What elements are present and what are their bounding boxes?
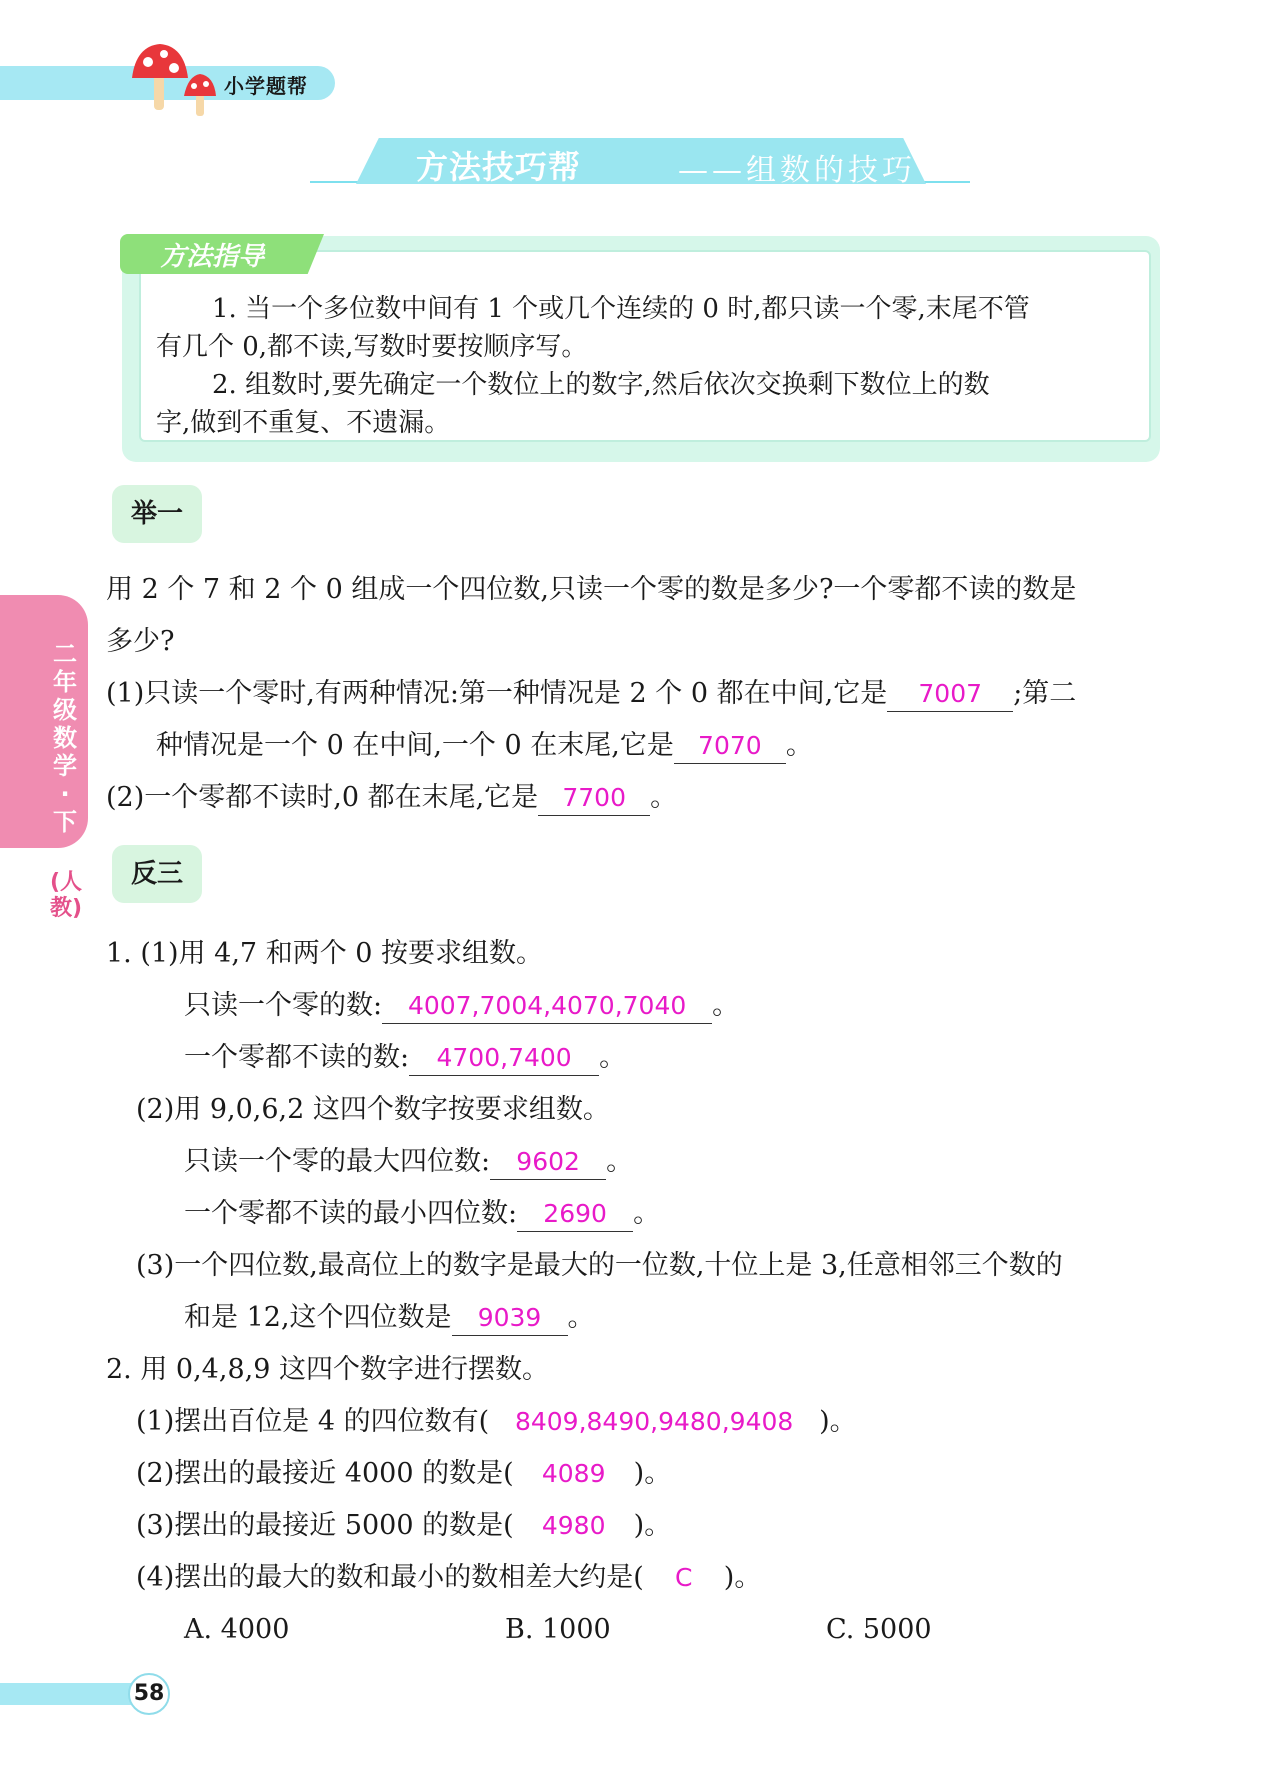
- option-c: C. 5000: [826, 1614, 932, 1645]
- q2-title: 2. 用 0,4,8,9 这四个数字进行摆数。: [106, 1354, 549, 1385]
- q2-4-text: (4)摆出的最大的数和最小的数相差大约是(: [136, 1562, 644, 1593]
- q1d: [184, 1194, 660, 1234]
- section-subtitle: ——组数的技巧: [678, 153, 916, 188]
- period: 。: [633, 1198, 661, 1229]
- example-question-line-1: 用 2 个 7 和 2 个 0 组成一个四位数,只读一个零的数是多少?一个零都不读的数是: [106, 574, 1077, 605]
- close-paren: )。: [633, 1510, 672, 1541]
- q2-2-text: (2)摆出的最接近 4000 的数是(: [136, 1458, 514, 1489]
- q2-3: [136, 1506, 671, 1546]
- option-b: B. 1000: [505, 1614, 611, 1645]
- example-part-2-text: (2)一个零都不读时,0 都在末尾,它是: [106, 782, 539, 813]
- q1b-label: 一个零都不读的数:: [184, 1042, 410, 1073]
- q1-3-line-2: [184, 1298, 595, 1338]
- q1c-label: 只读一个零的最大四位数:: [184, 1146, 491, 1177]
- example-question-line-2: 多少?: [106, 626, 175, 657]
- answer-blank: 9602: [490, 1145, 606, 1180]
- q2-3-text: (3)摆出的最接近 5000 的数是(: [136, 1510, 514, 1541]
- q1a: [184, 986, 739, 1026]
- period: 。: [599, 1042, 627, 1073]
- q2-4: [136, 1558, 761, 1598]
- mushroom-icon: [128, 40, 228, 120]
- example-part-1-cont-text: 种情况是一个 0 在中间,一个 0 在末尾,它是: [156, 730, 674, 761]
- example-part-1-tail: ;第二: [1013, 678, 1077, 709]
- close-paren: )。: [819, 1406, 857, 1437]
- answer-value: 8409,8490,9480,9408: [514, 1407, 794, 1436]
- answer-blank: 2690: [517, 1197, 633, 1232]
- q1-title: 1. (1)用 4,7 和两个 0 按要求组数。: [106, 938, 544, 969]
- grade-label: 二年级数学·下: [53, 640, 77, 836]
- answer-value: 4089: [541, 1459, 606, 1488]
- example-label: 举一: [112, 485, 202, 543]
- q2-1-text: (1)摆出百位是 4 的四位数有(: [136, 1406, 490, 1437]
- example-part-1-text: (1)只读一个零时,有两种情况:第一种情况是 2 个 0 都在中间,它是: [106, 678, 888, 709]
- period: 。: [567, 1302, 595, 1333]
- example-part-2: [106, 778, 677, 818]
- section-title: 方法技巧帮: [416, 148, 582, 186]
- q1c: [184, 1142, 633, 1182]
- practice-label: 反三: [112, 845, 202, 903]
- period: 。: [606, 1146, 634, 1177]
- q1-3-text: 和是 12,这个四位数是: [184, 1302, 452, 1333]
- q2-2: [136, 1454, 671, 1494]
- period: 。: [650, 782, 678, 813]
- method-tag-label: 方法指导: [160, 242, 265, 272]
- method-line-3: 2. 组数时,要先确定一个数位上的数字,然后依次交换剩下数位上的数: [212, 370, 990, 400]
- page-number: 58: [128, 1673, 170, 1715]
- period: 。: [785, 730, 813, 761]
- method-line-4: 字,做到不重复、不遗漏。: [156, 408, 451, 438]
- q2-1: [136, 1402, 857, 1442]
- option-a: A. 4000: [184, 1614, 290, 1645]
- answer-blank: 7070: [674, 729, 786, 764]
- edition-label: (人教): [50, 870, 83, 921]
- method-line-2: 有几个 0,都不读,写数时要按顺序写。: [156, 332, 588, 362]
- example-part-1: [106, 674, 1076, 714]
- period: 。: [712, 990, 740, 1021]
- close-paren: )。: [723, 1562, 762, 1593]
- answer-blank: 4700,7400: [409, 1041, 599, 1076]
- answer-value: 4980: [541, 1511, 606, 1540]
- q1b: [184, 1038, 626, 1078]
- q1-2-title: (2)用 9,0,6,2 这四个数字按要求组数。: [136, 1094, 610, 1125]
- method-line-1: 1. 当一个多位数中间有 1 个或几个连续的 0 时,都只读一个零,末尾不管: [212, 294, 1030, 324]
- answer-blank: 7007: [887, 677, 1013, 712]
- answer-blank: 9039: [452, 1301, 568, 1336]
- answer-blank: 4007,7004,4070,7040: [382, 989, 712, 1024]
- answer-value: C: [675, 1563, 693, 1592]
- brand-name: 小学题帮: [224, 74, 308, 98]
- close-paren: )。: [633, 1458, 672, 1489]
- example-part-1-cont: [156, 726, 813, 766]
- q1-3-line-1: (3)一个四位数,最高位上的数字是最大的一位数,十位上是 3,任意相邻三个数的: [136, 1250, 1063, 1281]
- answer-blank: 7700: [538, 781, 650, 816]
- q1d-label: 一个零都不读的最小四位数:: [184, 1198, 518, 1229]
- q1a-label: 只读一个零的数:: [184, 990, 383, 1021]
